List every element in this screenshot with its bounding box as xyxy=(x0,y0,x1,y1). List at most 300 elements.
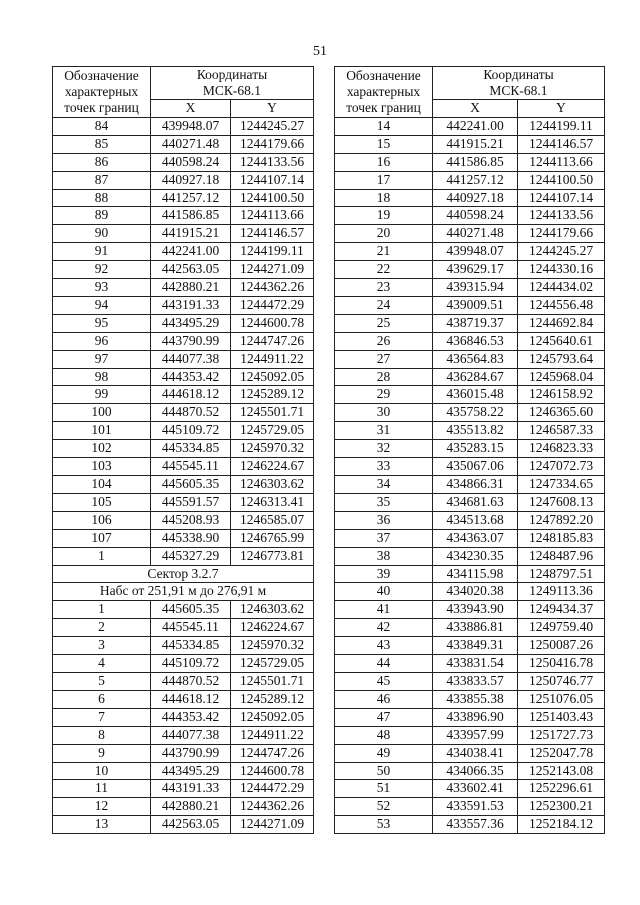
table-row xyxy=(53,189,314,207)
right-rows xyxy=(335,117,605,833)
table-row xyxy=(335,135,605,153)
y-coordinate-cell: 1244146.57 xyxy=(518,135,605,153)
point-id-cell: 86 xyxy=(53,153,151,171)
x-coordinate-cell: 433557.36 xyxy=(433,816,518,834)
y-coordinate-cell: 1244199.11 xyxy=(518,117,605,135)
x-coordinate-cell: 442563.05 xyxy=(151,816,231,834)
x-coordinate-cell: 439948.07 xyxy=(151,117,231,135)
x-coordinate-cell: 444077.38 xyxy=(151,350,231,368)
table-row xyxy=(335,690,605,708)
table-row xyxy=(53,744,314,762)
x-coordinate-cell: 445591.57 xyxy=(151,493,231,511)
point-id-cell: 4 xyxy=(53,655,151,673)
table-row xyxy=(335,583,605,601)
point-id-cell: 51 xyxy=(335,780,433,798)
y-coordinate-cell: 1244472.29 xyxy=(231,296,314,314)
table-row xyxy=(335,565,605,583)
x-coordinate-cell: 439629.17 xyxy=(433,261,518,279)
table-row xyxy=(335,225,605,243)
point-id-cell: 13 xyxy=(53,816,151,834)
page-number: 51 xyxy=(313,44,327,59)
designation-header-line2: характерных xyxy=(346,83,421,99)
table-row xyxy=(335,816,605,834)
x-coordinate-cell: 445338.90 xyxy=(151,529,231,547)
x-coordinate-cell: 443495.29 xyxy=(151,314,231,332)
coordinates-table-right xyxy=(334,66,605,834)
y-coordinate-cell: 1245501.71 xyxy=(231,404,314,422)
x-coordinate-cell: 434866.31 xyxy=(433,476,518,494)
y-coordinate-cell: 1246365.60 xyxy=(518,404,605,422)
coordinates-header xyxy=(151,67,314,100)
x-coordinate-cell: 442880.21 xyxy=(151,279,231,297)
point-id-cell: 29 xyxy=(335,386,433,404)
x-coordinate-cell: 436564.83 xyxy=(433,350,518,368)
sector-block xyxy=(53,565,314,601)
table-row xyxy=(335,386,605,404)
table-row xyxy=(53,422,314,440)
point-id-cell: 100 xyxy=(53,404,151,422)
table-row xyxy=(335,171,605,189)
y-coordinate-cell: 1244600.78 xyxy=(231,314,314,332)
table-row xyxy=(53,171,314,189)
table-row xyxy=(335,368,605,386)
table-row xyxy=(53,816,314,834)
x-coordinate-cell: 433957.99 xyxy=(433,726,518,744)
x-coordinate-cell: 442241.00 xyxy=(151,243,231,261)
x-coordinate-cell: 445545.11 xyxy=(151,458,231,476)
y-coordinate-cell: 1244107.14 xyxy=(518,189,605,207)
x-coordinate-cell: 441586.85 xyxy=(151,207,231,225)
x-coordinate-cell: 433591.53 xyxy=(433,798,518,816)
table-row xyxy=(53,762,314,780)
coordinates-header-line2: МСК-68.1 xyxy=(202,83,262,98)
left-rows-before-sector xyxy=(53,117,314,565)
table-row xyxy=(53,476,314,494)
table-row xyxy=(53,153,314,171)
x-coordinate-cell: 445208.93 xyxy=(151,511,231,529)
x-coordinate-cell: 436015.48 xyxy=(433,386,518,404)
y-coordinate-cell: 1244692.84 xyxy=(518,314,605,332)
table-row xyxy=(335,314,605,332)
y-coordinate-cell: 1244556.48 xyxy=(518,296,605,314)
table-row xyxy=(53,672,314,690)
x-coordinate-cell: 445109.72 xyxy=(151,422,231,440)
table-row xyxy=(335,619,605,637)
point-id-cell: 26 xyxy=(335,332,433,350)
x-coordinate-cell: 442880.21 xyxy=(151,798,231,816)
point-id-cell: 44 xyxy=(335,655,433,673)
y-coordinate-cell: 1244100.50 xyxy=(231,189,314,207)
x-coordinate-cell: 433831.54 xyxy=(433,655,518,673)
point-id-cell: 48 xyxy=(335,726,433,744)
y-coordinate-cell: 1244271.09 xyxy=(231,816,314,834)
point-id-cell: 105 xyxy=(53,493,151,511)
x-coordinate-cell: 444870.52 xyxy=(151,672,231,690)
y-coordinate-cell: 1246224.67 xyxy=(231,458,314,476)
table-row xyxy=(335,547,605,565)
point-id-cell: 10 xyxy=(53,762,151,780)
x-coordinate-cell: 444077.38 xyxy=(151,726,231,744)
y-coordinate-cell: 1246303.62 xyxy=(231,476,314,494)
table-row xyxy=(53,780,314,798)
y-coordinate-cell: 1247892.20 xyxy=(518,511,605,529)
y-coordinate-cell: 1244133.56 xyxy=(231,153,314,171)
table-row xyxy=(335,762,605,780)
x-coordinate-cell: 445334.85 xyxy=(151,637,231,655)
y-coordinate-cell: 1244362.26 xyxy=(231,279,314,297)
x-coordinate-cell: 435513.82 xyxy=(433,422,518,440)
coordinates-table-left xyxy=(52,66,314,834)
y-coordinate-cell: 1245970.32 xyxy=(231,637,314,655)
x-coordinate-cell: 440598.24 xyxy=(151,153,231,171)
x-coordinate-cell: 436284.67 xyxy=(433,368,518,386)
y-coordinate-cell: 1250746.77 xyxy=(518,672,605,690)
point-id-cell: 98 xyxy=(53,368,151,386)
x-coordinate-cell: 434066.35 xyxy=(433,762,518,780)
point-id-cell: 96 xyxy=(53,332,151,350)
point-id-cell: 5 xyxy=(53,672,151,690)
x-coordinate-cell: 434020.38 xyxy=(433,583,518,601)
x-coordinate-cell: 445605.35 xyxy=(151,476,231,494)
x-coordinate-cell: 443495.29 xyxy=(151,762,231,780)
x-coordinate-cell: 444353.42 xyxy=(151,368,231,386)
y-coordinate-cell: 1244100.50 xyxy=(518,171,605,189)
point-id-cell: 53 xyxy=(335,816,433,834)
x-coordinate-cell: 440271.48 xyxy=(433,225,518,243)
point-id-cell: 106 xyxy=(53,511,151,529)
y-coordinate-cell: 1249113.36 xyxy=(518,583,605,601)
point-id-cell: 102 xyxy=(53,440,151,458)
point-id-cell: 87 xyxy=(53,171,151,189)
x-coordinate-cell: 434230.35 xyxy=(433,547,518,565)
y-coordinate-cell: 1245289.12 xyxy=(231,690,314,708)
y-coordinate-cell: 1252184.12 xyxy=(518,816,605,834)
x-coordinate-cell: 441257.12 xyxy=(151,189,231,207)
point-id-cell: 89 xyxy=(53,207,151,225)
table-row xyxy=(335,476,605,494)
designation-header-line3: точек границ xyxy=(346,99,421,115)
y-coordinate-cell: 1245640.61 xyxy=(518,332,605,350)
designation-header xyxy=(335,67,433,118)
x-coordinate-cell: 433855.38 xyxy=(433,690,518,708)
table-row xyxy=(53,458,314,476)
y-coordinate-cell: 1245729.05 xyxy=(231,422,314,440)
point-id-cell: 28 xyxy=(335,368,433,386)
table-row xyxy=(53,314,314,332)
point-id-cell: 36 xyxy=(335,511,433,529)
x-coordinate-cell: 439009.51 xyxy=(433,296,518,314)
x-coordinate-cell: 434363.07 xyxy=(433,529,518,547)
point-id-cell: 52 xyxy=(335,798,433,816)
table-row xyxy=(53,708,314,726)
y-coordinate-cell: 1247072.73 xyxy=(518,458,605,476)
x-coordinate-cell: 445109.72 xyxy=(151,655,231,673)
x-coordinate-cell: 444618.12 xyxy=(151,386,231,404)
y-coordinate-cell: 1252143.08 xyxy=(518,762,605,780)
x-coordinate-cell: 445334.85 xyxy=(151,440,231,458)
y-coordinate-cell: 1244911.22 xyxy=(231,350,314,368)
y-coordinate-cell: 1244199.11 xyxy=(231,243,314,261)
x-coordinate-cell: 434681.63 xyxy=(433,493,518,511)
designation-header xyxy=(53,67,151,118)
y-coordinate-cell: 1252300.21 xyxy=(518,798,605,816)
table-row xyxy=(53,619,314,637)
table-row xyxy=(53,637,314,655)
x-coordinate-cell: 442241.00 xyxy=(433,117,518,135)
table-row xyxy=(335,350,605,368)
table-row xyxy=(335,511,605,529)
x-coordinate-cell: 433943.90 xyxy=(433,601,518,619)
point-id-cell: 97 xyxy=(53,350,151,368)
point-id-cell: 33 xyxy=(335,458,433,476)
y-coordinate-cell: 1244113.66 xyxy=(518,153,605,171)
table-row xyxy=(335,726,605,744)
y-coordinate-cell: 1252047.78 xyxy=(518,744,605,762)
point-id-cell: 50 xyxy=(335,762,433,780)
point-id-cell: 37 xyxy=(335,529,433,547)
point-id-cell: 16 xyxy=(335,153,433,171)
sector-subtitle: Набс от 251,91 м до 276,91 м xyxy=(53,583,314,601)
left-rows-after-sector xyxy=(53,601,314,834)
table-row xyxy=(335,672,605,690)
point-id-cell: 35 xyxy=(335,493,433,511)
point-id-cell: 23 xyxy=(335,279,433,297)
y-coordinate-cell: 1246765.99 xyxy=(231,529,314,547)
table-row xyxy=(53,350,314,368)
point-id-cell: 103 xyxy=(53,458,151,476)
coordinates-header-line1: Координаты xyxy=(196,67,268,82)
y-coordinate-cell: 1244911.22 xyxy=(231,726,314,744)
y-coordinate-cell: 1245970.32 xyxy=(231,440,314,458)
y-coordinate-cell: 1244113.66 xyxy=(231,207,314,225)
x-coordinate-cell: 443191.33 xyxy=(151,780,231,798)
designation-header-line3: точек границ xyxy=(64,99,139,115)
point-id-cell: 1 xyxy=(53,547,151,565)
y-coordinate-cell: 1245968.04 xyxy=(518,368,605,386)
y-coordinate-cell: 1245092.05 xyxy=(231,368,314,386)
x-coordinate-cell: 443191.33 xyxy=(151,296,231,314)
table-row xyxy=(335,744,605,762)
point-id-cell: 90 xyxy=(53,225,151,243)
x-header: X xyxy=(433,100,518,118)
point-id-cell: 15 xyxy=(335,135,433,153)
point-id-cell: 40 xyxy=(335,583,433,601)
point-id-cell: 94 xyxy=(53,296,151,314)
coordinates-header-line2: МСК-68.1 xyxy=(489,83,548,98)
y-coordinate-cell: 1246303.62 xyxy=(231,601,314,619)
point-id-cell: 20 xyxy=(335,225,433,243)
table-row xyxy=(335,458,605,476)
y-coordinate-cell: 1244600.78 xyxy=(231,762,314,780)
x-coordinate-cell: 440927.18 xyxy=(151,171,231,189)
x-coordinate-cell: 445545.11 xyxy=(151,619,231,637)
table-row xyxy=(335,243,605,261)
x-coordinate-cell: 433833.57 xyxy=(433,672,518,690)
point-id-cell: 30 xyxy=(335,404,433,422)
point-id-cell: 17 xyxy=(335,171,433,189)
point-id-cell: 19 xyxy=(335,207,433,225)
y-coordinate-cell: 1247334.65 xyxy=(518,476,605,494)
y-coordinate-cell: 1248185.83 xyxy=(518,529,605,547)
point-id-cell: 6 xyxy=(53,690,151,708)
x-coordinate-cell: 443790.99 xyxy=(151,332,231,350)
point-id-cell: 46 xyxy=(335,690,433,708)
table-row xyxy=(53,207,314,225)
table-row xyxy=(335,708,605,726)
y-coordinate-cell: 1251076.05 xyxy=(518,690,605,708)
x-coordinate-cell: 444353.42 xyxy=(151,708,231,726)
point-id-cell: 7 xyxy=(53,708,151,726)
point-id-cell: 9 xyxy=(53,744,151,762)
x-coordinate-cell: 438719.37 xyxy=(433,314,518,332)
point-id-cell: 85 xyxy=(53,135,151,153)
y-coordinate-cell: 1246158.92 xyxy=(518,386,605,404)
x-coordinate-cell: 443790.99 xyxy=(151,744,231,762)
point-id-cell: 101 xyxy=(53,422,151,440)
point-id-cell: 8 xyxy=(53,726,151,744)
y-coordinate-cell: 1244179.66 xyxy=(518,225,605,243)
y-coordinate-cell: 1244133.56 xyxy=(518,207,605,225)
table-row xyxy=(335,529,605,547)
table-row xyxy=(335,189,605,207)
y-coordinate-cell: 1246585.07 xyxy=(231,511,314,529)
point-id-cell: 88 xyxy=(53,189,151,207)
table-row xyxy=(335,493,605,511)
y-coordinate-cell: 1244245.27 xyxy=(231,117,314,135)
y-coordinate-cell: 1250087.26 xyxy=(518,637,605,655)
y-coordinate-cell: 1248797.51 xyxy=(518,565,605,583)
x-coordinate-cell: 435283.15 xyxy=(433,440,518,458)
point-id-cell: 42 xyxy=(335,619,433,637)
y-coordinate-cell: 1244107.14 xyxy=(231,171,314,189)
x-coordinate-cell: 444618.12 xyxy=(151,690,231,708)
point-id-cell: 11 xyxy=(53,780,151,798)
table-row xyxy=(53,135,314,153)
table-row xyxy=(335,601,605,619)
table-row xyxy=(335,279,605,297)
x-coordinate-cell: 440598.24 xyxy=(433,207,518,225)
table-row xyxy=(53,243,314,261)
coordinates-header xyxy=(433,67,605,100)
table-row xyxy=(53,440,314,458)
x-coordinate-cell: 433849.31 xyxy=(433,637,518,655)
table-row xyxy=(335,404,605,422)
y-coordinate-cell: 1246313.41 xyxy=(231,493,314,511)
table-row xyxy=(335,798,605,816)
y-header: Y xyxy=(231,100,314,118)
point-id-cell: 91 xyxy=(53,243,151,261)
table-row xyxy=(53,368,314,386)
y-coordinate-cell: 1249434.37 xyxy=(518,601,605,619)
y-coordinate-cell: 1244179.66 xyxy=(231,135,314,153)
y-coordinate-cell: 1246823.33 xyxy=(518,440,605,458)
designation-header-line1: Обозначение xyxy=(64,67,139,83)
table-row xyxy=(53,332,314,350)
table-row xyxy=(53,529,314,547)
point-id-cell: 14 xyxy=(335,117,433,135)
table-row xyxy=(335,117,605,135)
table-row xyxy=(53,547,314,565)
x-coordinate-cell: 435758.22 xyxy=(433,404,518,422)
point-id-cell: 49 xyxy=(335,744,433,762)
y-coordinate-cell: 1244747.26 xyxy=(231,332,314,350)
y-coordinate-cell: 1252296.61 xyxy=(518,780,605,798)
x-coordinate-cell: 441586.85 xyxy=(433,153,518,171)
x-coordinate-cell: 445605.35 xyxy=(151,601,231,619)
table-row xyxy=(53,117,314,135)
coordinates-header-line1: Координаты xyxy=(483,67,554,82)
y-coordinate-cell: 1244271.09 xyxy=(231,261,314,279)
point-id-cell: 41 xyxy=(335,601,433,619)
x-coordinate-cell: 441915.21 xyxy=(433,135,518,153)
point-id-cell: 25 xyxy=(335,314,433,332)
table-row xyxy=(53,493,314,511)
point-id-cell: 45 xyxy=(335,672,433,690)
y-coordinate-cell: 1245092.05 xyxy=(231,708,314,726)
x-coordinate-cell: 445327.29 xyxy=(151,547,231,565)
x-header: X xyxy=(151,100,231,118)
y-coordinate-cell: 1250416.78 xyxy=(518,655,605,673)
table-row xyxy=(335,637,605,655)
x-coordinate-cell: 435067.06 xyxy=(433,458,518,476)
x-coordinate-cell: 433896.90 xyxy=(433,708,518,726)
table-row xyxy=(335,332,605,350)
point-id-cell: 107 xyxy=(53,529,151,547)
table-row xyxy=(335,655,605,673)
table-row xyxy=(53,404,314,422)
x-coordinate-cell: 434038.41 xyxy=(433,744,518,762)
table-row xyxy=(335,207,605,225)
point-id-cell: 38 xyxy=(335,547,433,565)
y-coordinate-cell: 1244362.26 xyxy=(231,798,314,816)
point-id-cell: 95 xyxy=(53,314,151,332)
point-id-cell: 24 xyxy=(335,296,433,314)
table-row xyxy=(335,422,605,440)
table-row xyxy=(53,296,314,314)
table-row xyxy=(53,279,314,297)
table-row xyxy=(53,798,314,816)
table-row xyxy=(335,296,605,314)
point-id-cell: 12 xyxy=(53,798,151,816)
y-coordinate-cell: 1244245.27 xyxy=(518,243,605,261)
table-row xyxy=(335,780,605,798)
y-coordinate-cell: 1244472.29 xyxy=(231,780,314,798)
point-id-cell: 3 xyxy=(53,637,151,655)
point-id-cell: 1 xyxy=(53,601,151,619)
point-id-cell: 99 xyxy=(53,386,151,404)
y-coordinate-cell: 1244434.02 xyxy=(518,279,605,297)
y-coordinate-cell: 1245501.71 xyxy=(231,672,314,690)
y-coordinate-cell: 1249759.40 xyxy=(518,619,605,637)
table-row xyxy=(53,386,314,404)
table-row xyxy=(53,511,314,529)
table-row xyxy=(53,225,314,243)
table-row xyxy=(335,153,605,171)
point-id-cell: 32 xyxy=(335,440,433,458)
designation-header-line2: характерных xyxy=(64,83,139,99)
point-id-cell: 92 xyxy=(53,261,151,279)
y-coordinate-cell: 1245793.64 xyxy=(518,350,605,368)
x-coordinate-cell: 441257.12 xyxy=(433,171,518,189)
table-row xyxy=(335,261,605,279)
y-coordinate-cell: 1244330.16 xyxy=(518,261,605,279)
y-coordinate-cell: 1247608.13 xyxy=(518,493,605,511)
designation-header-line1: Обозначение xyxy=(346,67,421,83)
table-row xyxy=(53,690,314,708)
y-coordinate-cell: 1246224.67 xyxy=(231,619,314,637)
x-coordinate-cell: 436846.53 xyxy=(433,332,518,350)
x-coordinate-cell: 433886.81 xyxy=(433,619,518,637)
